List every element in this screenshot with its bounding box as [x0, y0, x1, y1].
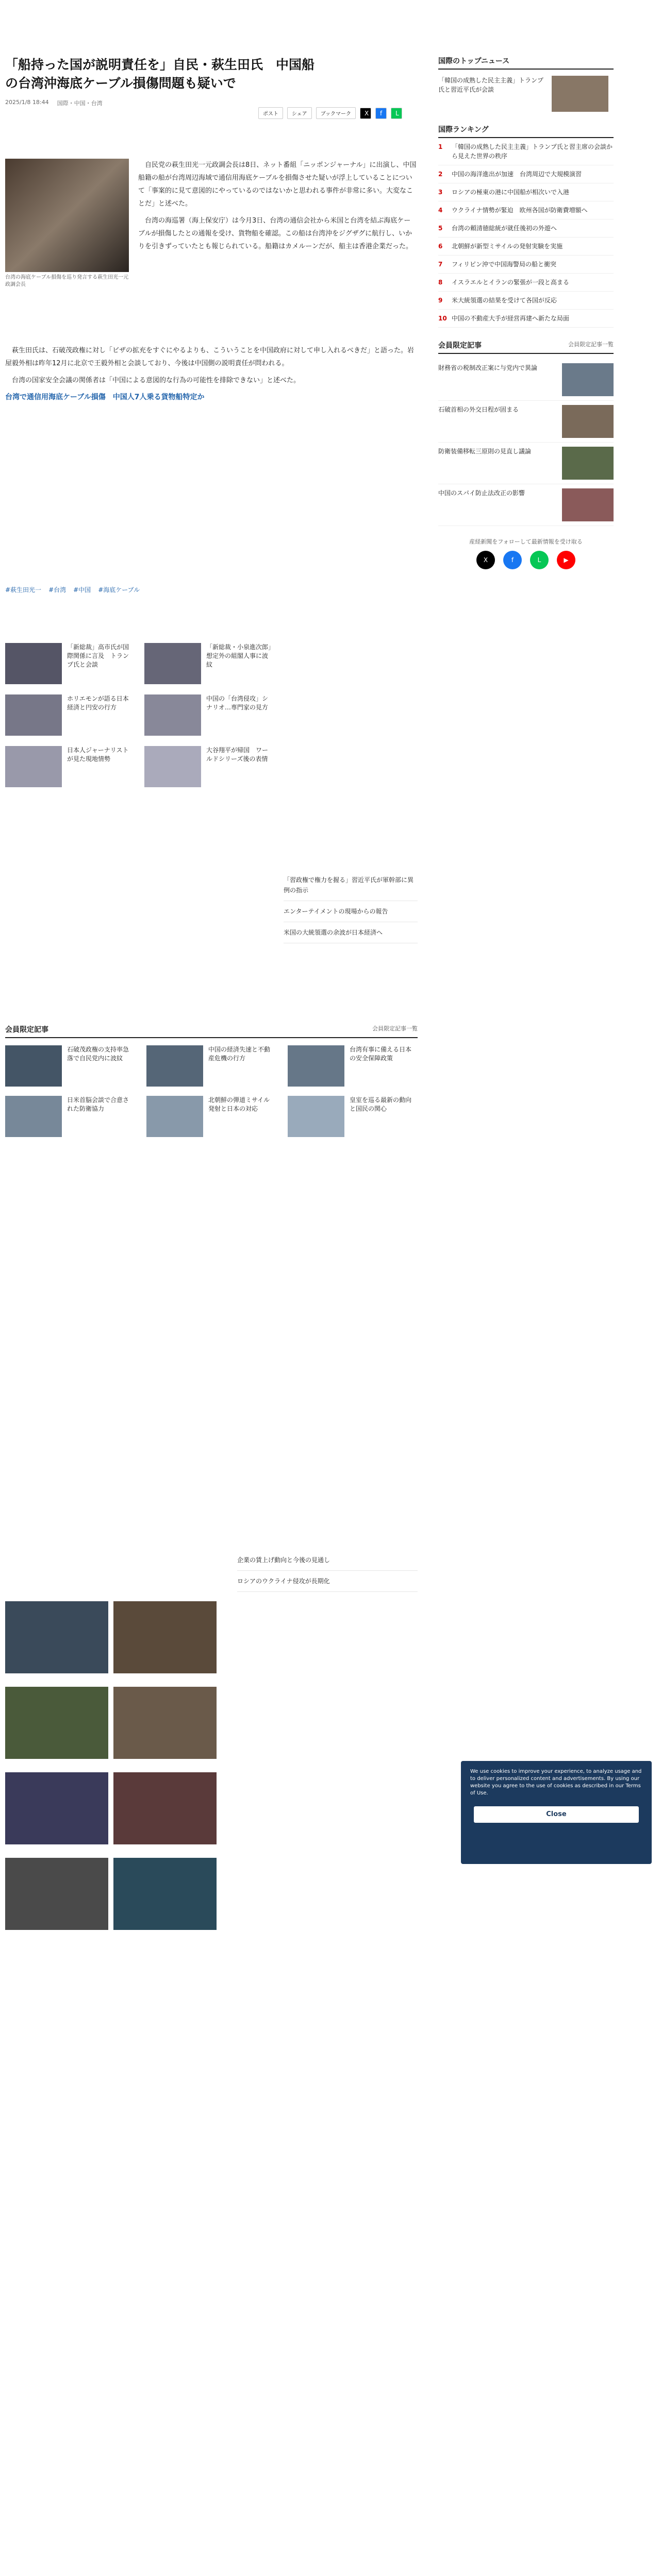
- ranking-item[interactable]: 8 イスラエルとイランの緊張が一段と高まる: [438, 274, 614, 292]
- share-bookmark-button[interactable]: ブックマーク: [316, 107, 356, 119]
- grid-item[interactable]: ホリエモンが語る日本経済と円安の行方: [5, 694, 134, 736]
- members-item[interactable]: 防衛装備移転三原則の見直し議論: [438, 443, 614, 484]
- members-item[interactable]: 中国のスパイ防止法改正の影響: [438, 484, 614, 526]
- ranking-item[interactable]: 2 中国の海洋進出が加速 台湾周辺で大規模演習: [438, 165, 614, 183]
- tag[interactable]: #海底ケーブル: [98, 586, 140, 594]
- cookie-banner: [461, 1761, 652, 1864]
- top-news-image[interactable]: [552, 76, 608, 112]
- ranking-item[interactable]: 6 北朝鮮が新型ミサイルの発射実験を実施: [438, 238, 614, 256]
- article-date: 2025/1/8 18:44: [5, 99, 49, 106]
- ranking-item[interactable]: 7 フィリピン沖で中国海警局の船と衝突: [438, 256, 614, 274]
- line-icon[interactable]: L: [391, 108, 402, 119]
- list-item[interactable]: 「習政権で権力を握る」習近平氏が軍幹部に異例の指示: [284, 870, 418, 901]
- paragraph: 台湾の海巡署（海上保安庁）は今月3日、台湾の通信会社から米国と台湾を結ぶ海底ケーブルが損傷したとの通報を受け、貨物船を確認。この船は台湾沖をジグザグに航行し、いかりを引きずっていたとも報じられている。船籍はカメルーンだが、船主は香港企業だった。: [138, 217, 412, 250]
- share-bar: [258, 107, 402, 119]
- facebook-icon[interactable]: f: [503, 551, 522, 569]
- recommend-item[interactable]: 北朝鮮の弾道ミサイル発射と日本の対応: [146, 1096, 275, 1137]
- feed-image[interactable]: [5, 1601, 108, 1673]
- feed-image[interactable]: [5, 1772, 108, 1844]
- grid-item[interactable]: 日本人ジャーナリストが見た現地情勢: [5, 746, 134, 787]
- article-body-continued: [5, 344, 418, 408]
- grid-item[interactable]: 大谷翔平が帰国 ワールドシリーズ後の表情: [144, 746, 273, 787]
- members-list: [438, 359, 614, 526]
- tag-list: [5, 585, 140, 594]
- article-meta: [5, 99, 418, 107]
- article-body: [138, 159, 417, 257]
- feed-image[interactable]: [5, 1858, 108, 1930]
- link-list-2: [237, 1550, 418, 1592]
- follow-text: 産経新聞をフォローして最新情報を受け取る: [469, 538, 583, 545]
- grid-item[interactable]: 「新総裁」高市氏が国際関係に言及 トランプ氏と会談: [5, 643, 134, 684]
- tag[interactable]: #台湾: [48, 586, 67, 594]
- facebook-icon[interactable]: f: [375, 108, 387, 119]
- share-post-button[interactable]: ポスト: [258, 107, 283, 119]
- members-item[interactable]: 財務省の税制改正案に与党内で異論: [438, 359, 614, 401]
- image-feed: [5, 1601, 217, 2576]
- line-icon[interactable]: L: [530, 551, 549, 569]
- paragraph: 自民党の萩生田光一元政調会長は8日、ネット番組「ニッポンジャーナル」に出演し、中国船籍の船が台湾周辺海域で通信用海底ケーブルを損傷させた疑いが浮上していることについて「事案的に見て意図的にやっているのではないかと思われる事件が非常に多い。大変なことだ」と述べた。: [138, 161, 417, 208]
- cookie-text: We use cookies to improve your experience, to analyze usage and to deliver personalized content and advertisements. By using our website you agree to the use of cookies as described in our Terms of Use.: [470, 1769, 642, 1796]
- recommend-header: 会員限定記事: [5, 1026, 48, 1034]
- members-header: 会員限定記事: [438, 342, 482, 350]
- recommend-item[interactable]: 中国の経済失速と不動産危機の行方: [146, 1045, 275, 1087]
- members-more-link[interactable]: 会員限定記事一覧: [568, 341, 614, 348]
- ranking-item[interactable]: 5 台湾の頼清徳総統が就任後初の外遊へ: [438, 219, 614, 238]
- recommend-item[interactable]: 日米首脳会談で合意された防衛協力: [5, 1096, 134, 1137]
- feed-image[interactable]: [113, 1858, 217, 1930]
- x-icon[interactable]: X: [476, 551, 495, 569]
- ranking-item[interactable]: 3 ロシアの極東の港に中国船が相次いで入港: [438, 183, 614, 201]
- feed-image[interactable]: [5, 1687, 108, 1759]
- x-icon[interactable]: X: [360, 108, 371, 119]
- tag[interactable]: #中国: [73, 586, 91, 594]
- feed-image[interactable]: [113, 1601, 217, 1673]
- recommend-section: [5, 1024, 418, 1137]
- feed-image[interactable]: [113, 1687, 217, 1759]
- cookie-close-button[interactable]: Close: [474, 1806, 639, 1823]
- article-title: 「船持った国が説明責任を」自民・萩生田氏 中国船の台湾沖海底ケーブル損傷問題も疑いで: [5, 57, 315, 91]
- youtube-icon[interactable]: ▶: [557, 551, 575, 569]
- ranking-list: [438, 138, 614, 328]
- recommend-item[interactable]: 石破茂政権の支持率急落で自民党内に波紋: [5, 1045, 134, 1087]
- list-item[interactable]: ロシアのウクライナ侵攻が長期化: [237, 1571, 418, 1592]
- recommend-item[interactable]: 皇室を巡る最新の動向と国民の関心: [288, 1096, 417, 1137]
- paragraph: 台湾の国家安全会議の関係者は「中国による意図的な行為の可能性を排除できない」と述べた。: [12, 377, 301, 384]
- feed-image[interactable]: [113, 1772, 217, 1844]
- grid-item[interactable]: 「新総裁・小泉進次郎」想定外の組閣人事に波紋: [144, 643, 273, 684]
- ranking-item[interactable]: 10 中国の不動産大手が経営再建へ新たな局面: [438, 310, 614, 328]
- ranking-item[interactable]: 4 ウクライナ情勢が緊迫 欧州各国が防衛費増額へ: [438, 201, 614, 219]
- members-item[interactable]: 石破首相の外交日程が固まる: [438, 401, 614, 443]
- related-link[interactable]: 台湾で通信用海底ケーブル損傷 中国人7人乗る貨物船特定か: [5, 393, 205, 401]
- top-news-headline[interactable]: 「韓国の成熟した民主主義」トランプ氏と習近平氏が会談: [438, 77, 544, 93]
- article-category[interactable]: 国際・中国・台湾: [57, 100, 103, 107]
- grid-item[interactable]: 中国の「台湾侵攻」シナリオ…専門家の見方: [144, 694, 273, 736]
- sns-row: [438, 551, 614, 569]
- list-item[interactable]: 米国の大統領選の余波が日本経済へ: [284, 922, 418, 943]
- related-grid: [5, 643, 273, 787]
- paragraph: 萩生田氏は、石破茂政権に対し「ビザの拡充をすぐにやるよりも、こういうことを中国政府に対して申し入れるべきだ」と語った。岩屋毅外相は昨年12月に北京で王毅外相と会談しており、今後は中国側の説明責任が問われる。: [5, 347, 415, 367]
- ranking-item[interactable]: 1 「韓国の成熟した民主主義」トランプ氏と習主席の会談から見えた世界の秩序: [438, 138, 614, 165]
- list-item[interactable]: エンターテイメントの現場からの報告: [284, 901, 418, 922]
- tag[interactable]: #萩生田光一: [5, 586, 42, 594]
- recommend-item[interactable]: 台湾有事に備える日本の安全保障政策: [288, 1045, 417, 1087]
- article-photo: [5, 159, 129, 272]
- list-item[interactable]: 企業の賃上げ動向と今後の見通し: [237, 1550, 418, 1571]
- link-list: [284, 870, 418, 943]
- photo-caption: 台湾の海底ケーブル損傷を巡り発言する萩生田光一元政調会長: [5, 275, 129, 287]
- share-share-button[interactable]: シェア: [287, 107, 312, 119]
- ranking-item[interactable]: 9 米大統領選の結果を受けて各国が反応: [438, 292, 614, 310]
- recommend-more-link[interactable]: 会員限定記事一覧: [372, 1025, 418, 1032]
- sidebar: [438, 56, 614, 569]
- main-column: [5, 56, 418, 1585]
- ranking-header: 国際ランキング: [438, 126, 489, 134]
- top-news-header: 国際のトップニュース: [438, 57, 510, 65]
